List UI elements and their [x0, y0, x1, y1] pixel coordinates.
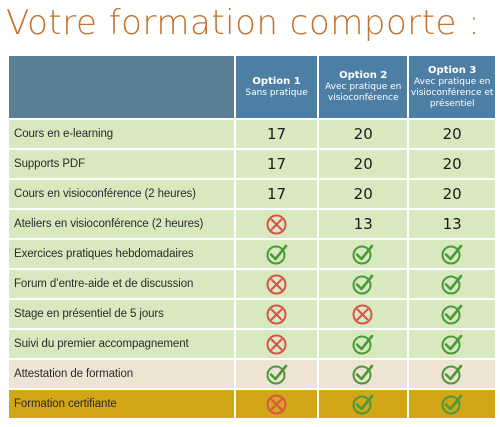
row-label: Cours en e-learning	[8, 119, 235, 149]
option-2-sub: Avec pratique en visioconférence	[325, 82, 402, 103]
table-row	[8, 179, 496, 209]
check-icon	[351, 273, 375, 295]
option-3-sub: Avec pratique en visioconférence et présentiel	[410, 76, 494, 109]
table-row	[8, 149, 496, 179]
option-1-value: 17	[235, 179, 318, 209]
page-title: Votre formation comporte :	[6, 3, 481, 43]
option-2-cell	[318, 239, 408, 269]
table-row	[8, 239, 496, 269]
cross-icon	[265, 393, 289, 415]
cross-icon	[265, 303, 289, 325]
option-2-value: 20	[318, 179, 408, 209]
header-option-1	[235, 55, 318, 119]
option-1-value: 17	[235, 149, 318, 179]
option-1-value: 17	[235, 119, 318, 149]
table-row	[8, 359, 496, 389]
row-label: Suivi du premier accompagnement	[8, 329, 235, 359]
option-1-label: Option 1	[252, 75, 301, 87]
option-2-label: Option 2	[339, 70, 388, 81]
option-2-cell	[318, 269, 408, 299]
option-2-value: 20	[318, 119, 408, 149]
header-option-3	[408, 55, 496, 119]
header-option-2	[318, 55, 408, 119]
option-1-sub: Sans pratique	[245, 87, 308, 98]
check-icon	[440, 243, 464, 265]
option-2-cell	[318, 329, 408, 359]
check-icon	[440, 393, 464, 415]
option-3-cell	[408, 239, 496, 269]
option-1-cell	[235, 389, 318, 419]
table-row	[8, 269, 496, 299]
check-icon	[440, 363, 464, 385]
option-2-cell	[318, 299, 408, 329]
option-3-cell	[408, 359, 496, 389]
check-icon	[351, 393, 375, 415]
option-2-cell	[318, 389, 408, 419]
option-2-value: 20	[318, 149, 408, 179]
option-3-cell	[408, 329, 496, 359]
header-corner	[8, 55, 235, 119]
table-row	[8, 329, 496, 359]
option-1-cell	[235, 359, 318, 389]
option-3-value: 20	[408, 149, 496, 179]
row-label: Attestation de formation	[8, 359, 235, 389]
table-row	[8, 119, 496, 149]
check-icon	[440, 333, 464, 355]
cross-icon	[265, 213, 289, 235]
table-header-row	[8, 55, 496, 119]
table-row	[8, 209, 496, 239]
check-icon	[440, 303, 464, 325]
table-row	[8, 389, 496, 419]
row-label: Cours en visioconférence (2 heures)	[8, 179, 235, 209]
option-2-value: 13	[318, 209, 408, 239]
row-label: Forum d’entre-aide et de discussion	[8, 269, 235, 299]
check-icon	[351, 333, 375, 355]
option-1-cell	[235, 209, 318, 239]
row-label: Exercices pratiques hebdomadaires	[8, 239, 235, 269]
row-label: Formation certifiante	[8, 389, 235, 419]
cross-icon	[265, 333, 289, 355]
option-1-cell	[235, 239, 318, 269]
option-3-cell	[408, 389, 496, 419]
check-icon	[351, 363, 375, 385]
option-3-cell	[408, 269, 496, 299]
cross-icon	[265, 273, 289, 295]
row-label: Supports PDF	[8, 149, 235, 179]
check-icon	[440, 273, 464, 295]
option-1-cell	[235, 299, 318, 329]
row-label: Stage en présentiel de 5 jours	[8, 299, 235, 329]
option-2-cell	[318, 359, 408, 389]
option-3-value: 20	[408, 179, 496, 209]
option-1-cell	[235, 269, 318, 299]
option-3-cell	[408, 299, 496, 329]
table-row	[8, 299, 496, 329]
option-3-value: 13	[408, 209, 496, 239]
check-icon	[351, 243, 375, 265]
row-label: Ateliers en visioconférence (2 heures)	[8, 209, 235, 239]
option-3-label: Option 3	[428, 64, 477, 76]
comparison-table	[7, 54, 497, 420]
option-3-value: 20	[408, 119, 496, 149]
cross-icon	[351, 303, 375, 325]
check-icon	[265, 363, 289, 385]
check-icon	[265, 243, 289, 265]
option-1-cell	[235, 329, 318, 359]
